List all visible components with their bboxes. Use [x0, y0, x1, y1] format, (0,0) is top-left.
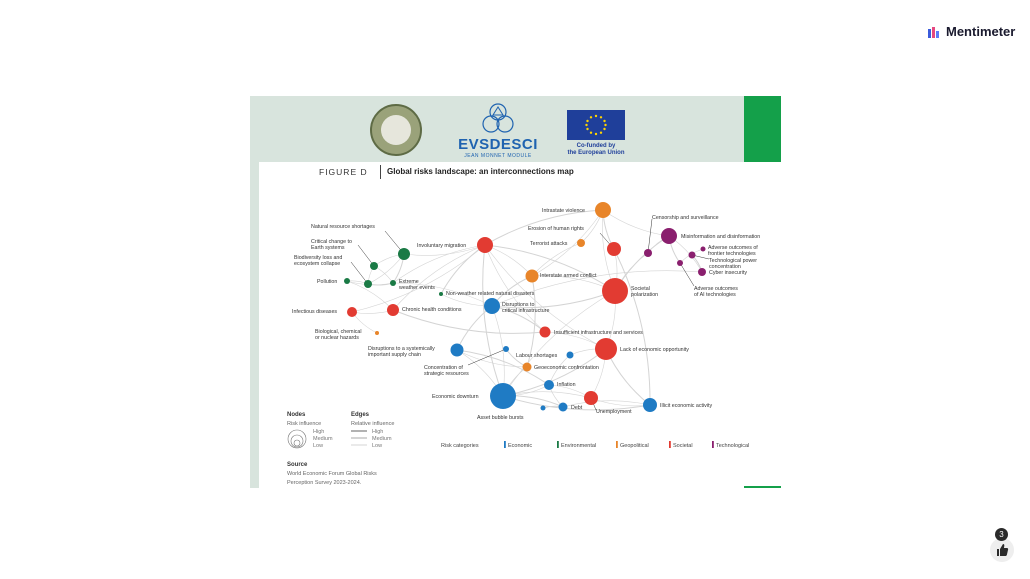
brand-name: Mentimeter — [946, 24, 1016, 39]
node-label-chronic_health: Chronic health conditions — [402, 307, 462, 313]
node-interstate_conflict — [526, 270, 539, 283]
category-legend — [504, 441, 749, 449]
node-label-insufficient_infra: Insufficient infrastructure and services — [554, 330, 643, 336]
node-infectious — [347, 307, 357, 317]
node-disruptions_infra — [484, 298, 500, 314]
node-concentration — [503, 346, 509, 352]
node-label-frontier: Adverse outcomes of frontier technologies — [708, 245, 758, 257]
node-labour — [567, 352, 574, 359]
node-label-terrorist: Terrorist attacks — [530, 241, 568, 247]
like-button[interactable] — [990, 538, 1014, 562]
node-label-extreme_weather: Extreme weather events — [399, 279, 435, 291]
category-label-economic: Economic — [508, 443, 533, 449]
node-frontier — [701, 247, 706, 252]
legend-node-medium — [291, 435, 303, 447]
mentimeter-brand — [928, 24, 1015, 39]
node-inflation — [544, 380, 554, 390]
node-label-asset_bubble: Asset bubble bursts — [477, 415, 524, 421]
labels-layer — [292, 208, 760, 421]
edge-illicit-erosion_rights — [614, 249, 650, 405]
legend-edges-title: Edges — [351, 412, 370, 418]
node-economic_downturn — [490, 383, 516, 409]
legend-edge-low-label: Low — [372, 443, 383, 449]
node-label-interstate_conflict: Interstate armed conflict — [540, 273, 597, 279]
node-involuntary_migration — [477, 237, 493, 253]
reaction-count-badge: 3 — [995, 528, 1008, 541]
node-label-economic_downturn: Economic downturn — [432, 394, 479, 400]
interconnections-map — [250, 184, 781, 486]
node-societal_polarization — [602, 278, 628, 304]
node-label-geoeconomic: Geoeconomic confrontation — [534, 365, 599, 371]
node-label-intrastate_violence: Intrastate violence — [542, 208, 585, 214]
figure-title: Global risks landscape: an interconnections map — [387, 167, 574, 176]
node-ai_outcomes — [677, 260, 683, 266]
category-swatch-economic — [504, 441, 506, 448]
legend-edge-medium-label: Medium — [372, 436, 392, 442]
edge-disruptions_infra-supply_chain — [457, 306, 492, 350]
legend-node-high-label: High — [313, 429, 325, 435]
node-label-involuntary_migration: Involuntary migration — [417, 243, 467, 249]
node-supply_chain — [451, 344, 464, 357]
leader-line-censorship — [648, 219, 652, 253]
legend-node-low-label: Low — [313, 443, 324, 449]
legend-categories-title: Risk categories — [441, 443, 479, 449]
presentation-slide — [250, 96, 781, 488]
edge-misinformation-intrastate_violence — [603, 210, 669, 236]
node-biological — [375, 331, 379, 335]
node-label-inflation: Inflation — [557, 382, 576, 388]
node-lack_opportunity — [595, 338, 617, 360]
node-label-societal_polarization: Societal polarization — [631, 286, 659, 298]
edge-disruptions_infra-cyber — [492, 271, 702, 306]
category-swatch-societal — [669, 441, 671, 448]
node-label-concentration: Concentration of strategic resources — [424, 365, 469, 377]
category-swatch-geopolitical — [616, 441, 618, 448]
edge-interstate_conflict-involuntary_migration — [485, 245, 532, 276]
eu-flag-icon — [567, 110, 625, 140]
node-label-biodiversity: Biodiversity loss and ecosystem collapse — [294, 255, 343, 267]
node-unemployment — [584, 391, 598, 405]
node-tech_power — [689, 252, 696, 259]
node-label-natural_resource: Natural resource shortages — [311, 224, 375, 230]
node-label-ai_outcomes: Adverse outcomes of AI technologies — [694, 286, 738, 298]
university-seal-logo — [370, 104, 422, 156]
eu-text-line-2: the European Union — [567, 150, 625, 156]
node-label-biological: Biological, chemical or nuclear hazards — [315, 329, 362, 341]
legend-edge-high-label: High — [372, 429, 384, 435]
legend-edges-subtitle: Relative influence — [351, 421, 395, 427]
node-critical_change — [370, 262, 378, 270]
figure-divider — [380, 165, 381, 179]
category-swatch-technological — [712, 441, 714, 448]
logo-subtitle: JEAN MONNET MODULE — [464, 153, 532, 159]
source-title: Source — [287, 462, 308, 468]
edge-unemployment-illicit — [591, 398, 650, 406]
legend-node-medium-label: Medium — [313, 436, 333, 442]
node-natural_resource — [398, 248, 410, 260]
legend-node-low — [294, 440, 300, 446]
legend — [287, 412, 749, 486]
edge-insufficient_infra-involuntary_migration — [485, 245, 545, 332]
node-cyber — [698, 268, 706, 276]
node-label-cyber: Cyber insecurity — [709, 270, 747, 276]
eu-text-line-1: Co-funded by — [576, 143, 616, 149]
node-geoeconomic — [523, 363, 532, 372]
logo-title: EVSDESCI — [458, 136, 538, 153]
node-label-erosion_rights: Erosion of human rights — [528, 226, 584, 232]
node-label-misinformation: Misinformation and disinformation — [681, 234, 761, 240]
node-pollution — [344, 278, 350, 284]
legend-node-high — [288, 430, 306, 448]
node-label-illicit: Illicit economic activity — [660, 403, 713, 409]
edge-non_weather-involuntary_migration — [441, 245, 485, 294]
footer-accent-bar — [744, 486, 781, 488]
figure-label: FIGURE D — [319, 167, 368, 177]
node-erosion_rights — [607, 242, 621, 256]
triple-circle-icon — [450, 102, 546, 136]
figure-header — [259, 162, 781, 184]
node-debt — [559, 403, 568, 412]
node-intrastate_violence — [595, 202, 611, 218]
node-illicit — [643, 398, 657, 412]
legend-nodes-subtitle: Risk influence — [287, 421, 322, 427]
node-label-lack_opportunity: Lack of economic opportunity — [620, 347, 689, 353]
category-swatch-environmental — [557, 441, 559, 448]
node-extreme_weather — [390, 280, 396, 286]
node-non_weather — [439, 292, 443, 296]
node-label-infectious: Infectious diseases — [292, 309, 338, 315]
node-misinformation — [661, 228, 677, 244]
evsdesci-logo — [450, 102, 546, 162]
node-biodiversity — [364, 280, 372, 288]
node-chronic_health — [387, 304, 399, 316]
node-label-disruptions_infra: Disruptions to critical infrastructure — [502, 302, 550, 314]
eu-funding-text — [556, 143, 636, 157]
category-label-technological: Technological — [716, 443, 750, 449]
thumbs-up-icon — [990, 538, 1014, 562]
source-line-1: World Economic Forum Global Risks — [287, 471, 377, 477]
leader-line-concentration — [468, 349, 506, 365]
source-line-2: Perception Survey 2023-2024. — [287, 480, 362, 486]
node-label-unemployment: Unemployment — [596, 409, 632, 415]
category-label-societal: Societal — [673, 443, 693, 449]
node-asset_bubble — [541, 406, 546, 411]
node-label-critical_change: Critical change to Earth systems — [311, 239, 352, 251]
node-censorship — [644, 249, 652, 257]
node-label-censorship: Censorship and surveillance — [652, 215, 719, 221]
header-accent-bar — [744, 96, 781, 162]
category-label-geopolitical: Geopolitical — [620, 443, 649, 449]
node-label-pollution: Pollution — [317, 279, 338, 285]
category-label-environmental: Environmental — [561, 443, 597, 449]
node-label-debt: Debt — [571, 405, 583, 411]
node-label-labour: Labour shortages — [516, 353, 558, 359]
node-label-supply_chain: Disruptions to a systemically important supply chain — [368, 346, 435, 358]
node-label-non_weather: Non-weather related natural disasters — [446, 291, 535, 297]
mentimeter-logo-icon — [928, 26, 942, 38]
node-terrorist — [577, 239, 585, 247]
node-insufficient_infra — [540, 327, 551, 338]
leader-line-ai_outcomes — [680, 263, 694, 286]
legend-nodes-title: Nodes — [287, 412, 306, 418]
node-label-tech_power: Technological power concentration — [709, 258, 757, 270]
